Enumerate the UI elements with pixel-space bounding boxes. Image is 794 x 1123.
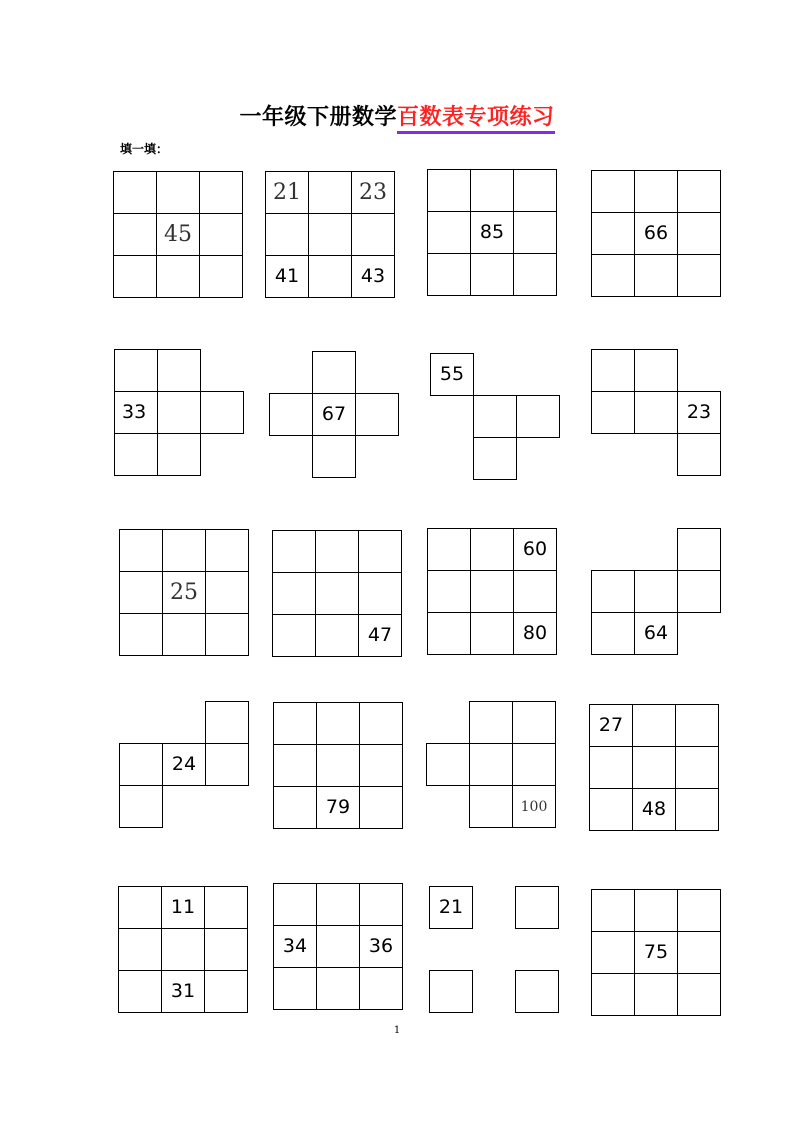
blank-cell[interactable] xyxy=(204,886,248,929)
blank-cell[interactable] xyxy=(473,437,517,480)
cell-number: 43 xyxy=(360,265,386,287)
blank-cell[interactable] xyxy=(199,255,243,298)
blank-cell[interactable] xyxy=(591,973,635,1016)
given-number-cell xyxy=(429,886,473,929)
cell-number: 11 xyxy=(170,896,196,918)
cell-number: 45 xyxy=(164,221,192,247)
given-number-cell xyxy=(358,614,402,657)
cell-number: 41 xyxy=(274,265,300,287)
blank-cell[interactable] xyxy=(512,701,556,744)
given-number-cell xyxy=(634,612,678,655)
given-number-cell xyxy=(265,171,309,214)
blank-cell[interactable] xyxy=(200,391,244,434)
cell-number: 75 xyxy=(643,941,669,963)
blank-cell[interactable] xyxy=(675,746,719,789)
blank-cell[interactable] xyxy=(591,170,635,213)
given-number-cell xyxy=(470,211,514,254)
blank-cell[interactable] xyxy=(470,612,514,655)
given-number-cell xyxy=(114,391,158,434)
blank-cell[interactable] xyxy=(114,433,158,476)
blank-cell[interactable] xyxy=(591,391,635,434)
blank-cell[interactable] xyxy=(469,785,513,828)
blank-cell[interactable] xyxy=(156,171,200,214)
given-number-cell xyxy=(512,785,556,828)
cell-number: 64 xyxy=(643,622,669,644)
blank-cell[interactable] xyxy=(512,743,556,786)
blank-cell[interactable] xyxy=(591,570,635,613)
cell-number: 48 xyxy=(641,798,667,820)
blank-cell[interactable] xyxy=(205,571,249,614)
blank-cell[interactable] xyxy=(355,393,399,436)
blank-cell[interactable] xyxy=(273,967,317,1010)
blank-cell[interactable] xyxy=(516,395,560,438)
given-number-cell xyxy=(162,571,206,614)
blank-cell[interactable] xyxy=(157,433,201,476)
blank-cell[interactable] xyxy=(118,886,162,929)
cell-number: 23 xyxy=(686,401,712,423)
given-number-cell xyxy=(156,213,200,256)
blank-cell[interactable] xyxy=(513,211,557,254)
cell-number: 21 xyxy=(273,179,301,205)
given-number-cell xyxy=(351,255,395,298)
blank-cell[interactable] xyxy=(119,571,163,614)
cell-number: 25 xyxy=(170,579,198,605)
blank-cell[interactable] xyxy=(205,529,249,572)
given-number-cell xyxy=(430,353,474,396)
blank-cell[interactable] xyxy=(272,614,316,657)
given-number-cell xyxy=(513,612,557,655)
blank-cell[interactable] xyxy=(515,970,559,1013)
given-number-cell xyxy=(589,704,633,747)
blank-cell[interactable] xyxy=(156,255,200,298)
given-number-cell xyxy=(634,931,678,974)
given-number-cell xyxy=(273,925,317,968)
blank-cell[interactable] xyxy=(513,253,557,296)
blank-cell[interactable] xyxy=(308,213,352,256)
blank-cell[interactable] xyxy=(316,744,360,787)
blank-cell[interactable] xyxy=(273,883,317,926)
cell-number: 47 xyxy=(367,624,393,646)
page-title xyxy=(0,100,794,131)
blank-cell[interactable] xyxy=(272,530,316,573)
given-number-cell xyxy=(634,212,678,255)
blank-cell[interactable] xyxy=(113,255,157,298)
blank-cell[interactable] xyxy=(470,570,514,613)
blank-cell[interactable] xyxy=(677,212,721,255)
cell-number: 21 xyxy=(438,896,464,918)
blank-cell[interactable] xyxy=(470,253,514,296)
blank-cell[interactable] xyxy=(469,701,513,744)
blank-cell[interactable] xyxy=(634,391,678,434)
blank-cell[interactable] xyxy=(205,701,249,744)
cell-number: 36 xyxy=(368,935,394,957)
title-highlight: 百数表专项练习 xyxy=(397,105,555,134)
blank-cell[interactable] xyxy=(358,572,402,615)
blank-cell[interactable] xyxy=(427,253,471,296)
blank-cell[interactable] xyxy=(591,212,635,255)
blank-cell[interactable] xyxy=(632,704,676,747)
blank-cell[interactable] xyxy=(513,169,557,212)
blank-cell[interactable] xyxy=(634,349,678,392)
blank-cell[interactable] xyxy=(118,970,162,1013)
blank-cell[interactable] xyxy=(119,785,163,828)
given-number-cell xyxy=(316,786,360,829)
blank-cell[interactable] xyxy=(351,213,395,256)
blank-cell[interactable] xyxy=(427,211,471,254)
blank-cell[interactable] xyxy=(162,613,206,656)
given-number-cell xyxy=(161,886,205,929)
blank-cell[interactable] xyxy=(315,614,359,657)
blank-cell[interactable] xyxy=(677,931,721,974)
blank-cell[interactable] xyxy=(632,746,676,789)
blank-cell[interactable] xyxy=(634,570,678,613)
blank-cell[interactable] xyxy=(316,967,360,1010)
blank-cell[interactable] xyxy=(677,254,721,297)
blank-cell[interactable] xyxy=(677,170,721,213)
cell-number: 31 xyxy=(170,980,196,1002)
blank-cell[interactable] xyxy=(675,704,719,747)
blank-cell[interactable] xyxy=(114,349,158,392)
blank-cell[interactable] xyxy=(204,928,248,971)
cell-number: 24 xyxy=(171,753,197,775)
blank-cell[interactable] xyxy=(591,931,635,974)
cell-number: 34 xyxy=(282,935,308,957)
blank-cell[interactable] xyxy=(358,530,402,573)
blank-cell[interactable] xyxy=(515,886,559,929)
blank-cell[interactable] xyxy=(273,702,317,745)
blank-cell[interactable] xyxy=(308,255,352,298)
blank-cell[interactable] xyxy=(273,786,317,829)
blank-cell[interactable] xyxy=(677,889,721,932)
cell-number: 79 xyxy=(325,796,351,818)
blank-cell[interactable] xyxy=(315,572,359,615)
blank-cell[interactable] xyxy=(316,925,360,968)
blank-cell[interactable] xyxy=(359,786,403,829)
given-number-cell xyxy=(351,171,395,214)
given-number-cell xyxy=(359,925,403,968)
page-number: 1 xyxy=(393,1025,401,1036)
blank-cell[interactable] xyxy=(359,744,403,787)
blank-cell[interactable] xyxy=(119,743,163,786)
blank-cell[interactable] xyxy=(204,970,248,1013)
cell-number: 100 xyxy=(520,798,548,815)
blank-cell[interactable] xyxy=(272,572,316,615)
blank-cell[interactable] xyxy=(591,612,635,655)
cell-number: 23 xyxy=(359,179,387,205)
cell-number: 85 xyxy=(479,221,505,243)
blank-cell[interactable] xyxy=(265,213,309,256)
blank-cell[interactable] xyxy=(157,349,201,392)
blank-cell[interactable] xyxy=(426,743,470,786)
blank-cell[interactable] xyxy=(113,171,157,214)
blank-cell[interactable] xyxy=(312,435,356,478)
given-number-cell xyxy=(265,255,309,298)
blank-cell[interactable] xyxy=(205,743,249,786)
cell-number: 66 xyxy=(643,222,669,244)
blank-cell[interactable] xyxy=(677,570,721,613)
cell-number: 60 xyxy=(522,538,548,560)
blank-cell[interactable] xyxy=(675,788,719,831)
blank-cell[interactable] xyxy=(315,530,359,573)
blank-cell[interactable] xyxy=(427,528,471,571)
blank-cell[interactable] xyxy=(359,702,403,745)
blank-cell[interactable] xyxy=(427,169,471,212)
blank-cell[interactable] xyxy=(473,395,517,438)
blank-cell[interactable] xyxy=(677,528,721,571)
blank-cell[interactable] xyxy=(634,170,678,213)
blank-cell[interactable] xyxy=(513,570,557,613)
blank-cell[interactable] xyxy=(199,213,243,256)
given-number-cell xyxy=(677,391,721,434)
blank-cell[interactable] xyxy=(634,973,678,1016)
blank-cell[interactable] xyxy=(591,349,635,392)
title-part1: 一年级下册数学 xyxy=(239,105,397,130)
blank-cell[interactable] xyxy=(273,744,317,787)
blank-cell[interactable] xyxy=(312,351,356,394)
blank-cell[interactable] xyxy=(591,889,635,932)
blank-cell[interactable] xyxy=(591,254,635,297)
blank-cell[interactable] xyxy=(157,391,201,434)
given-number-cell xyxy=(513,528,557,571)
blank-cell[interactable] xyxy=(429,970,473,1013)
cell-number: 27 xyxy=(598,714,624,736)
blank-cell[interactable] xyxy=(469,743,513,786)
blank-cell[interactable] xyxy=(589,746,633,789)
blank-cell[interactable] xyxy=(199,171,243,214)
blank-cell[interactable] xyxy=(359,883,403,926)
blank-cell[interactable] xyxy=(470,528,514,571)
cell-number: 33 xyxy=(122,401,147,423)
given-number-cell xyxy=(632,788,676,831)
blank-cell[interactable] xyxy=(162,529,206,572)
blank-cell[interactable] xyxy=(470,169,514,212)
blank-cell[interactable] xyxy=(359,967,403,1010)
blank-cell[interactable] xyxy=(161,928,205,971)
blank-cell[interactable] xyxy=(308,171,352,214)
blank-cell[interactable] xyxy=(119,613,163,656)
blank-cell[interactable] xyxy=(634,254,678,297)
blank-cell[interactable] xyxy=(205,613,249,656)
blank-cell[interactable] xyxy=(634,889,678,932)
blank-cell[interactable] xyxy=(677,433,721,476)
cell-number: 55 xyxy=(439,363,465,385)
blank-cell[interactable] xyxy=(316,702,360,745)
cell-number: 67 xyxy=(321,403,347,425)
blank-cell[interactable] xyxy=(427,612,471,655)
given-number-cell xyxy=(162,743,206,786)
blank-cell[interactable] xyxy=(316,883,360,926)
blank-cell[interactable] xyxy=(113,213,157,256)
given-number-cell xyxy=(161,970,205,1013)
blank-cell[interactable] xyxy=(589,788,633,831)
given-number-cell xyxy=(312,393,356,436)
blank-cell[interactable] xyxy=(677,973,721,1016)
blank-cell[interactable] xyxy=(118,928,162,971)
blank-cell[interactable] xyxy=(427,570,471,613)
blank-cell[interactable] xyxy=(119,529,163,572)
instruction-label: 填一填： xyxy=(120,142,169,156)
blank-cell[interactable] xyxy=(269,393,313,436)
cell-number: 80 xyxy=(522,622,548,644)
